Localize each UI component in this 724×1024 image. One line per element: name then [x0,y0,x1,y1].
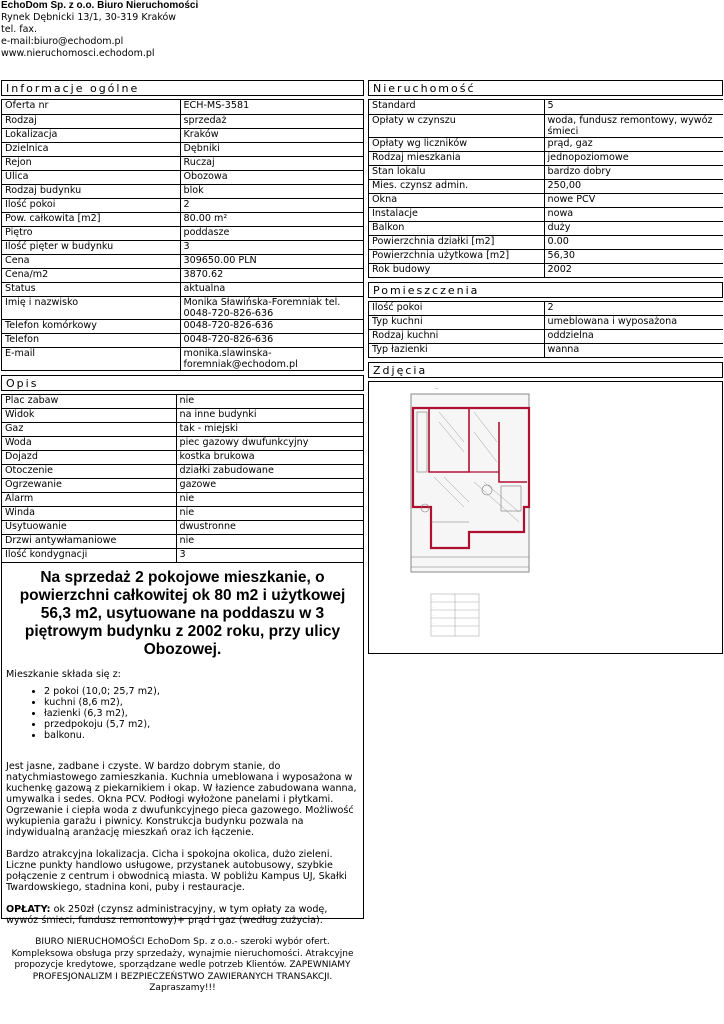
row-value: monika.slawinska-foremniak@echodom.pl [180,347,363,370]
svg-text:-: - [433,605,435,609]
section-title-nieruchomosc: Nieruchomość [368,80,723,96]
table-row [369,179,723,193]
row-value: Kraków [180,128,363,142]
table-row [2,493,363,507]
row-label: Drzwi antywłamaniowe [2,535,176,549]
row-value: działki zabudowane [176,465,363,479]
row-value: 3 [176,549,363,563]
nieruchomosc-table-frame [368,99,723,278]
table-row [2,521,363,535]
row-label: Ulica [2,170,180,184]
agency-header [1,0,198,60]
table-row [2,128,363,142]
table-row [369,193,723,207]
table-row [2,535,363,549]
row-label: Alarm [2,493,176,507]
row-label: Stan lokalu [369,165,544,179]
section-title-pomieszczenia: Pomieszczenia [368,282,723,298]
table-row [369,100,723,114]
row-value: jednopoziomowe [544,151,723,165]
row-value: nowa [544,207,723,221]
table-row [2,333,363,347]
table-row [2,409,363,423]
table-row [2,465,363,479]
description-headline: Na sprzedaż 2 pokojowe mieszkanie, o powierzchni całkowitej ok 80 m2 i użytkowej 56,3 m2, usytuowane na poddaszu w 3 piętrowym budynku z 2002 roku, przy ulicy Obozowej. [19,569,346,658]
row-value: duży [544,221,723,235]
row-label: Piętro [2,226,180,240]
list-item: • balkonu. [44,730,359,741]
table-row [2,282,363,296]
row-value: 2 [180,198,363,212]
row-label: Otoczenie [2,465,176,479]
floor-plan-drawing [369,382,722,653]
table-row [369,137,723,151]
table-row [2,395,363,409]
row-value: wanna [544,344,723,358]
row-label: Dojazd [2,451,176,465]
description-fees [6,904,359,926]
row-label: Winda [2,507,176,521]
row-value: 3870.62 [180,268,363,282]
table-row [2,226,363,240]
agency-footer-text: BIURO NIERUCHOMOŚCI EchoDom Sp. z o.o.- szeroki wybór ofert. Kompleksowa obsługa przy sprzedaży, wynajmie nieruchomości. Atrakcyjne propozycje kredytowe, sporządzane wedle potrzeb Klientów. ZAPEWNIAMY PROFESJONALIZM I BEZPIECZEŃSTWO ZAWIERANYCH TRANSAKCJI. Zapraszamy!!! [11,937,354,993]
row-label: Ilość pięter w budynku [2,240,180,254]
table-row [2,100,363,114]
list-item: • 2 pokoi (10,0; 25,7 m2), [44,686,359,697]
table-row [369,114,723,137]
row-label: Opłaty w czynszu [369,114,544,137]
table-row [2,549,363,563]
row-value: nie [176,395,363,409]
row-value: dwustronne [176,521,363,535]
row-value: piec gazowy dwufunkcyjny [176,437,363,451]
table-row [369,151,723,165]
table-row [2,507,363,521]
table-row [2,347,363,370]
row-value: 0048-720-826-636 [180,319,363,333]
row-label: Telefon komórkowy [2,319,180,333]
table-row [2,319,363,333]
row-label: Rodzaj kuchni [369,330,544,344]
table-row [2,437,363,451]
svg-text:-: - [433,629,435,633]
company-email: e-mail:biuro@echodom.pl [1,36,124,47]
row-label: Gaz [2,423,176,437]
row-value: na inne budynki [176,409,363,423]
row-label: Rodzaj mieszkania [369,151,544,165]
row-label: Lokalizacja [2,128,180,142]
row-label: Powierzchnia działki [m2] [369,235,544,249]
row-value: kostka brukowa [176,451,363,465]
row-label: Ilość kondygnacji [2,549,176,563]
svg-text:~: ~ [435,386,439,391]
row-value: poddasze [180,226,363,240]
row-label: Status [2,282,180,296]
table-row [369,249,723,263]
nieruchomosc-table [369,100,723,278]
row-value: 3 [180,240,363,254]
company-address: Rynek Dębnicki 13/1, 30-319 Kraków [1,12,177,23]
section-title-opis: Opis [1,375,364,391]
table-row [369,165,723,179]
row-label: Ilość pokoi [2,198,180,212]
company-name: EchoDom Sp. z o.o. Biuro Nieruchomości [1,0,199,11]
row-label: Oferta nr [2,100,180,114]
row-value: umeblowana i wyposażona [544,316,723,330]
description-paragraph-1: Jest jasne, zadbane i czyste. W bardzo dobrym stanie, do natychmiastowego zamieszkania. Kuchnia umeblowana i wyposażona w kuchenkę gazową z piekarnikiem i okap. W łazience zabudowana wanna, umywalka i sedes. Okna PCV. Podłogi wyłożone panelami i płytkami. Ogrzewanie i ciepła woda z dwufunkcyjnego pieca gazowego. Możliwość wykupienia garażu i piwnicy. Konstrukcja budynku pozwala na indywidualną aranżację mieszkań oraz ich łączenie. [6,761,357,838]
row-value: oddzielna [544,330,723,344]
row-label: Cena [2,254,180,268]
row-label: Rodzaj [2,114,180,128]
description-paragraph-2: Bardzo atrakcyjna lokalizacja. Cicha i spokojna okolica, dużo zieleni. Liczne punkty handlowo usługowe, przystanek autobusowy, szybkie połączenie z centrum i obwodnicą miasta. W pobliżu Kampus UJ, Skałki Twardowskiego, stadnina koni, puby i restauracje. [6,849,347,893]
table-row [2,170,363,184]
row-value: 2 [544,302,723,316]
table-row [2,479,363,493]
row-value: nie [176,507,363,521]
description-intro: Mieszkanie składa się z: [6,669,121,680]
row-value: prąd, gaz [544,137,723,151]
photo-frame [368,381,723,654]
row-value: Monika Sławińska-Foremniak tel. 0048-720-826-636 [180,296,363,319]
fees-label: OPŁATY: [6,904,51,915]
informacje-table [2,100,363,371]
section-title-zdjecia: Zdjęcia [368,362,723,378]
row-label: Instalacje [369,207,544,221]
row-label: Typ łazienki [369,344,544,358]
rooms-list [6,686,359,741]
opis-table [2,395,363,564]
row-value: blok [180,184,363,198]
row-label: Dzielnica [2,142,180,156]
table-row [2,296,363,319]
row-label: Pow. całkowita [m2] [2,212,180,226]
row-value: woda, fundusz remontowy, wywóz śmieci [544,114,723,137]
table-row [2,451,363,465]
svg-text:-: - [433,597,435,601]
right-column [368,80,723,654]
row-label: Usytuowanie [2,521,176,535]
table-row [369,316,723,330]
row-value: sprzedaż [180,114,363,128]
table-row [369,302,723,316]
table-row [2,142,363,156]
table-row [2,212,363,226]
svg-text:-: - [433,613,435,617]
row-value: 0.00 [544,235,723,249]
informacje-table-frame [1,99,364,371]
company-telfax: tel. fax. [1,24,38,35]
row-value: 309650.00 PLN [180,254,363,268]
table-row [2,114,363,128]
row-label: Opłaty wg liczników [369,137,544,151]
row-label: Telefon [2,333,180,347]
row-value: 80.00 m² [180,212,363,226]
floor-plan-photo[interactable] [369,382,722,653]
table-row [369,235,723,249]
table-row [2,240,363,254]
row-value: 250,00 [544,179,723,193]
row-value: 5 [544,100,723,114]
row-value: aktualna [180,282,363,296]
table-row [369,221,723,235]
list-item: • przedpokoju (5,7 m2), [44,719,359,730]
svg-text:-: - [433,621,435,625]
row-label: Imię i nazwisko [2,296,180,319]
row-label: Ilość pokoi [369,302,544,316]
row-value: gazowe [176,479,363,493]
row-value: nowe PCV [544,193,723,207]
row-label: Balkon [369,221,544,235]
section-title-informacje: Informacje ogólne [1,80,364,96]
row-value: Dębniki [180,142,363,156]
row-label: Mies. czynsz admin. [369,179,544,193]
left-column [1,80,364,993]
table-row [369,263,723,277]
table-row [369,344,723,358]
row-label: Rok budowy [369,263,544,277]
pomieszczenia-table-frame [368,301,723,359]
description [2,563,363,999]
table-row [2,156,363,170]
table-row [2,198,363,212]
row-label: Okna [369,193,544,207]
row-value: tak - miejski [176,423,363,437]
row-value: nie [176,535,363,549]
row-label: Woda [2,437,176,451]
row-value: Ruczaj [180,156,363,170]
table-row [369,330,723,344]
row-label: Plac zabaw [2,395,176,409]
row-value: 0048-720-826-636 [180,333,363,347]
opis-frame [1,394,364,993]
row-value: ECH-MS-3581 [180,100,363,114]
row-label: Ogrzewanie [2,479,176,493]
table-row [2,254,363,268]
row-label: E-mail [2,347,180,370]
table-row [2,423,363,437]
row-label: Powierzchnia użytkowa [m2] [369,249,544,263]
table-row [2,268,363,282]
table-row [2,184,363,198]
row-label: Rodzaj budynku [2,184,180,198]
table-row [369,207,723,221]
row-value: bardzo dobry [544,165,723,179]
pomieszczenia-table [369,302,723,359]
row-label: Cena/m2 [2,268,180,282]
row-label: Rejon [2,156,180,170]
row-value: 56,30 [544,249,723,263]
row-value: Obozowa [180,170,363,184]
row-label: Standard [369,100,544,114]
company-www: www.nieruchomosci.echodom.pl [1,48,155,59]
list-item: • łazienki (6,3 m2), [44,708,359,719]
row-label: Typ kuchni [369,316,544,330]
row-value: 2002 [544,263,723,277]
list-item: • kuchni (8,6 m2), [44,697,359,708]
row-value: nie [176,493,363,507]
row-label: Widok [2,409,176,423]
fees-text: ok 250zł (czynsz administracyjny, w tym opłaty za wodę, wywóz śmieci, fundusz remontowy)+ prąd i gaz (według zużycia). [6,904,328,926]
